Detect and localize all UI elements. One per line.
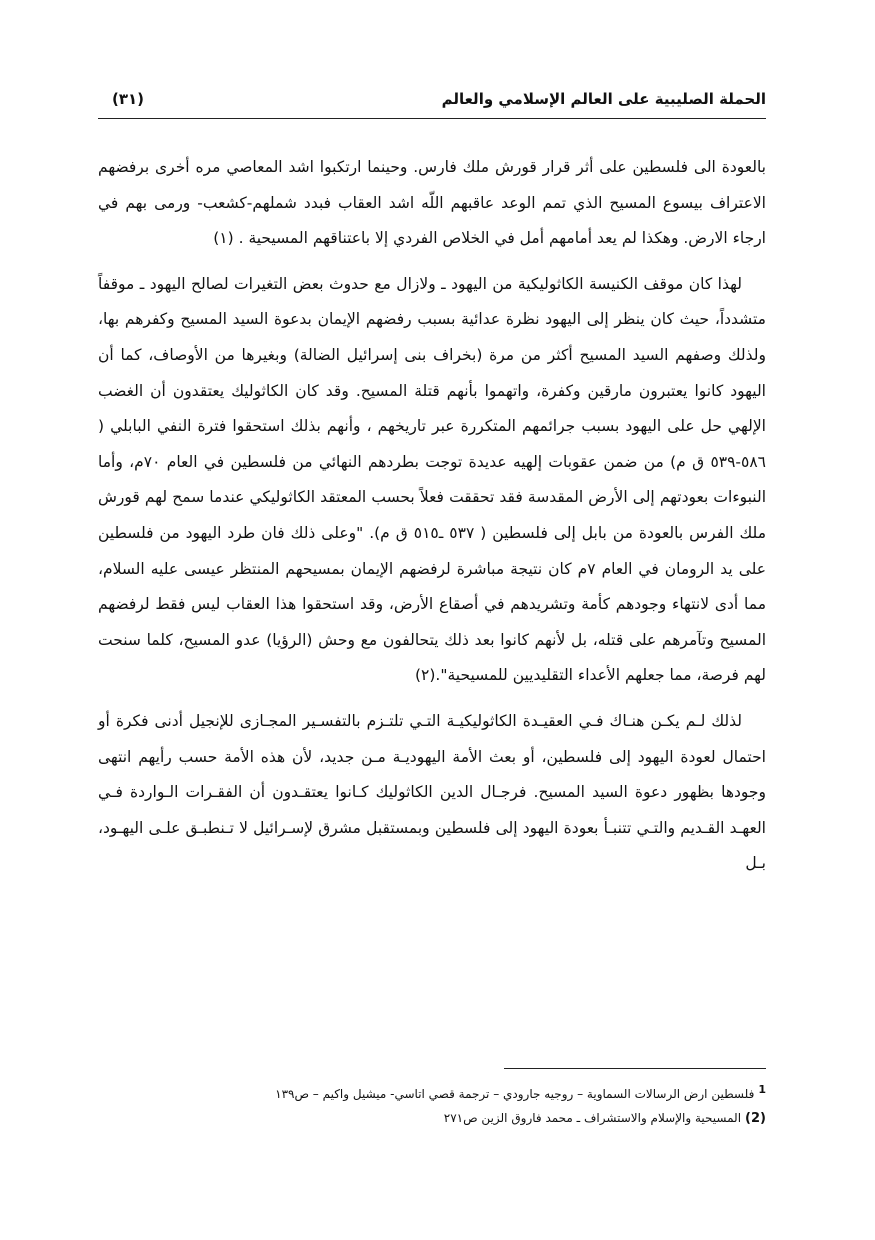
footnote-1 — [98, 1078, 766, 1106]
running-title: الحملة الصليبية على العالم الإسلامي والعالم — [441, 90, 766, 108]
footnote-marker: (2) — [745, 1111, 766, 1126]
paragraph-1: بالعودة الى فلسطين على أثر قرار قورش ملك فارس. وحينما ارتكبوا اشد المعاصي مره أخرى برفضهم الاعتراف بيسوع المسيح الذي تمم الوعد عاقبهم اللّه اشد العقاب فبدد شملهم-كشعب- ورمى بهم في ارجاء الارض. وهكذا لم يعد أمامهم أمل في الخلاص الفردي إلا باعتناقهم المسيحية . (١) — [98, 158, 766, 248]
footnote-text: فلسطين ارض الرسالات السماوية – روجيه جارودي – ترجمة قصي اتاسي- ميشيل واكيم – ص١٣٩ — [275, 1087, 755, 1101]
page-header — [98, 86, 766, 119]
footnote-marker: 1 — [758, 1083, 766, 1096]
footnotes — [98, 1078, 766, 1131]
page-number: (٣١) — [112, 90, 145, 108]
footnote-divider — [504, 1068, 766, 1069]
footnote-text: المسيحية والإسلام والاستشراف ـ محمد فاروق الزين ص٢٧١ — [443, 1111, 742, 1125]
paragraph-3: لذلك لـم يكـن هنـاك فـي العقيـدة الكاثوليكيـة التـي تلتـزم بالتفسـير المجـازى للإنجيل أدنى فكرة أو احتمال لعودة اليهود إلى فلسطين، أو بعث الأمة اليهوديـة مـن جديد، لأن هذه الأمة حسب رأيهم انتهى وجودها بظهور دعوة السيد المسيح. فرجـال الدين الكاثوليك كـانوا يعتقـدون أن الفقـرات الـواردة فـي العهـد القـديم والتـي تتنبـأ بعودة اليهود إلى فلسطين وبمستقبل مشرق لإسـرائيل لا تـنطبـق علـى اليهـود، بـل — [98, 711, 766, 873]
paragraph-2: لهذا كان موقف الكنيسة الكاثوليكية من اليهود ـ ولازال مع حدوث بعض التغيرات لصالح اليهود ـ موقفاً متشدداً، حيث كان ينظر إلى اليهود نظرة عدائية بسبب رفضهم الإيمان بدعوة السيد المسيح وكفرهم بها، ولذلك وصفهم السيد المسيح أكثر من مرة (بخراف بنى إسرائيل الضالة) وبغيرها من الأوصاف، كما أن اليهود كانوا يعتبرون مارقين وكفرة، واتهموا بأنهم قتلة المسيح. وقد كان الكاثوليك يعتقدون أن الغضب الإلهي حل على اليهود بسبب جرائمهم المتكررة عبر تاريخهم ، وأنهم بذلك استحقوا فترة النفي البابلي ( ٥٨٦-٥٣٩ ق م) من ضمن عقوبات إلهيه عديدة توجت بطردهم النهائي من فلسطين في العام ٧٠م، وأما النبوءات بعودتهم إلى الأرض المقدسة فقد تحققت فعلاً بحسب المعتقد الكاثوليكي عندما سمح لهم قورش ملك الفرس بالعودة من بابل إلى فلسطين ( ٥٣٧ ـ٥١٥ ق م). "وعلى ذلك فان طرد اليهود من فلسطين على يد الرومان في العام ٧م كان نتيجة مباشرة لرفضهم الإيمان بمسيحهم المنتظر عيسى عليه السلام، مما أدى لانتهاء وجودهم كأمة وتشريدهم في أصقاع الأرض، وقد استحقوا هذا العقاب ليس فقط لرفضهم المسيح وتآمرهم على قتله، بل لأنهم كانوا بعد ذلك يتحالفون مع وحش (الرؤيا) عدو المسيح، كلما سنحت لهم فرصة، مما جعلهم الأعداء التقليديين للمسيحية".(٢) — [98, 274, 766, 685]
body-text — [98, 150, 766, 892]
footnote-2 — [98, 1106, 766, 1131]
